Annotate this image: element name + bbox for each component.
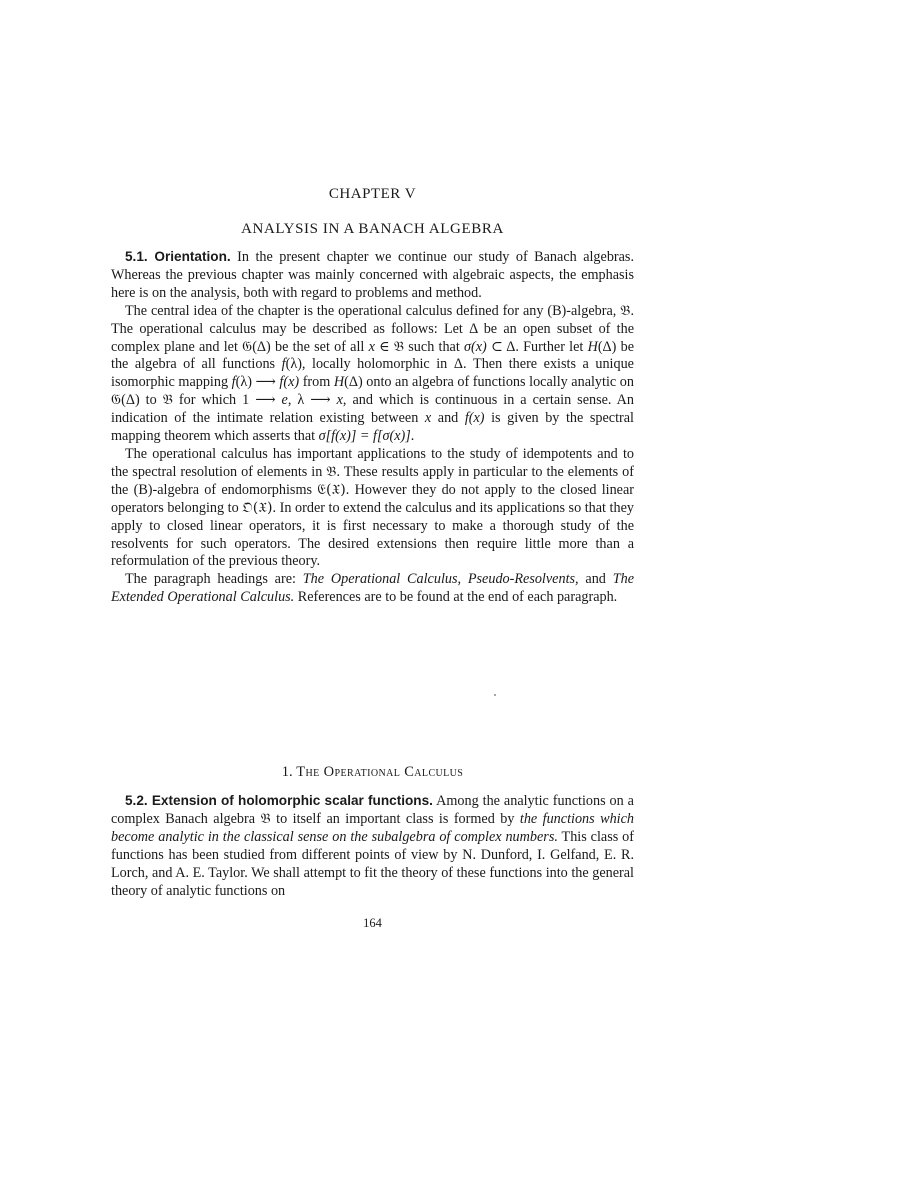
paragraph-headings: The paragraph headings are: The Operational Calculus, Pseudo-Resolvents, and The Extended Operational Calculus. References are to be found at the end of each paragraph.: [111, 571, 634, 606]
chapter-number: CHAPTER V: [328, 186, 417, 202]
paragraph-operational-calculus: The central idea of the chapter is the operational calculus defined for any (B)-algebra, 𝔅. The operational calculus may be described as follows: Let Δ be an open subset of the complex plane and let 𝔊(Δ) be the set of all x ∈ 𝔅 such that σ(x) ⊂ Δ. Further let H(Δ) be the algebra of all functions f(λ), locally holomorphic in Δ. Then there exists a unique isomorphic mapping f(λ) ⟶ f(x) from H(Δ) onto an algebra of functions locally analytic on 𝔊(Δ) to 𝔅 for which 1 ⟶ e, λ ⟶ x, and which is continuous in a certain sense. An indication of the intimate relation existing between x and f(x) is given by the spectral mapping theorem which asserts that σ[f(x)] = f[σ(x)].: [111, 302, 634, 445]
part-heading: 1. The Operational Calculus: [281, 764, 464, 780]
section-5-1: [111, 248, 634, 607]
chapter-title: ANALYSIS IN A BANACH ALGEBRA: [241, 221, 504, 237]
paragraph-applications: The operational calculus has important applications to the study of idempotents and to the spectral resolution of elements in 𝔅. These results apply in particular to the elements of the (B)-algebra of endomorphisms 𝔈(𝔛). However they do not apply to the closed linear operators belonging to 𝔒(𝔛). In order to extend the calculus and its applications so that they apply to closed linear operators, it is first necessary to make a thorough study of the resolvents for such operators. The desired extensions then require little more than a reformulation of the previous theory.: [111, 445, 635, 570]
section-5-2: [111, 792, 634, 900]
page-number: 164: [363, 916, 382, 930]
section-heading-5-1: 5.1. Orientation.: [125, 249, 231, 264]
paragraph-orientation: 5.1. Orientation. In the present chapter we continue our study of Banach algebras. Whereas the previous chapter was mainly concerned with algebraic aspects, the emphasis here is on the analysis, both with regard to problems and method.: [111, 249, 635, 301]
paragraph-extension: 5.2. Extension of holomorphic scalar functions. Among the analytic functions on a complex Banach algebra 𝔅 to itself an important class is formed by the functions which become analytic in the classical sense on the subalgebra of complex numbers. This class of functions has been studied from different points of view by N. Dunford, I. Gelfand, E. R. Lorch, and A. E. Taylor. We shall attempt to fit the theory of these functions into the general theory of analytic functions on: [111, 793, 635, 899]
scan-speck: [494, 694, 496, 696]
section-heading-5-2: 5.2. Extension of holomorphic scalar functions.: [125, 793, 433, 808]
